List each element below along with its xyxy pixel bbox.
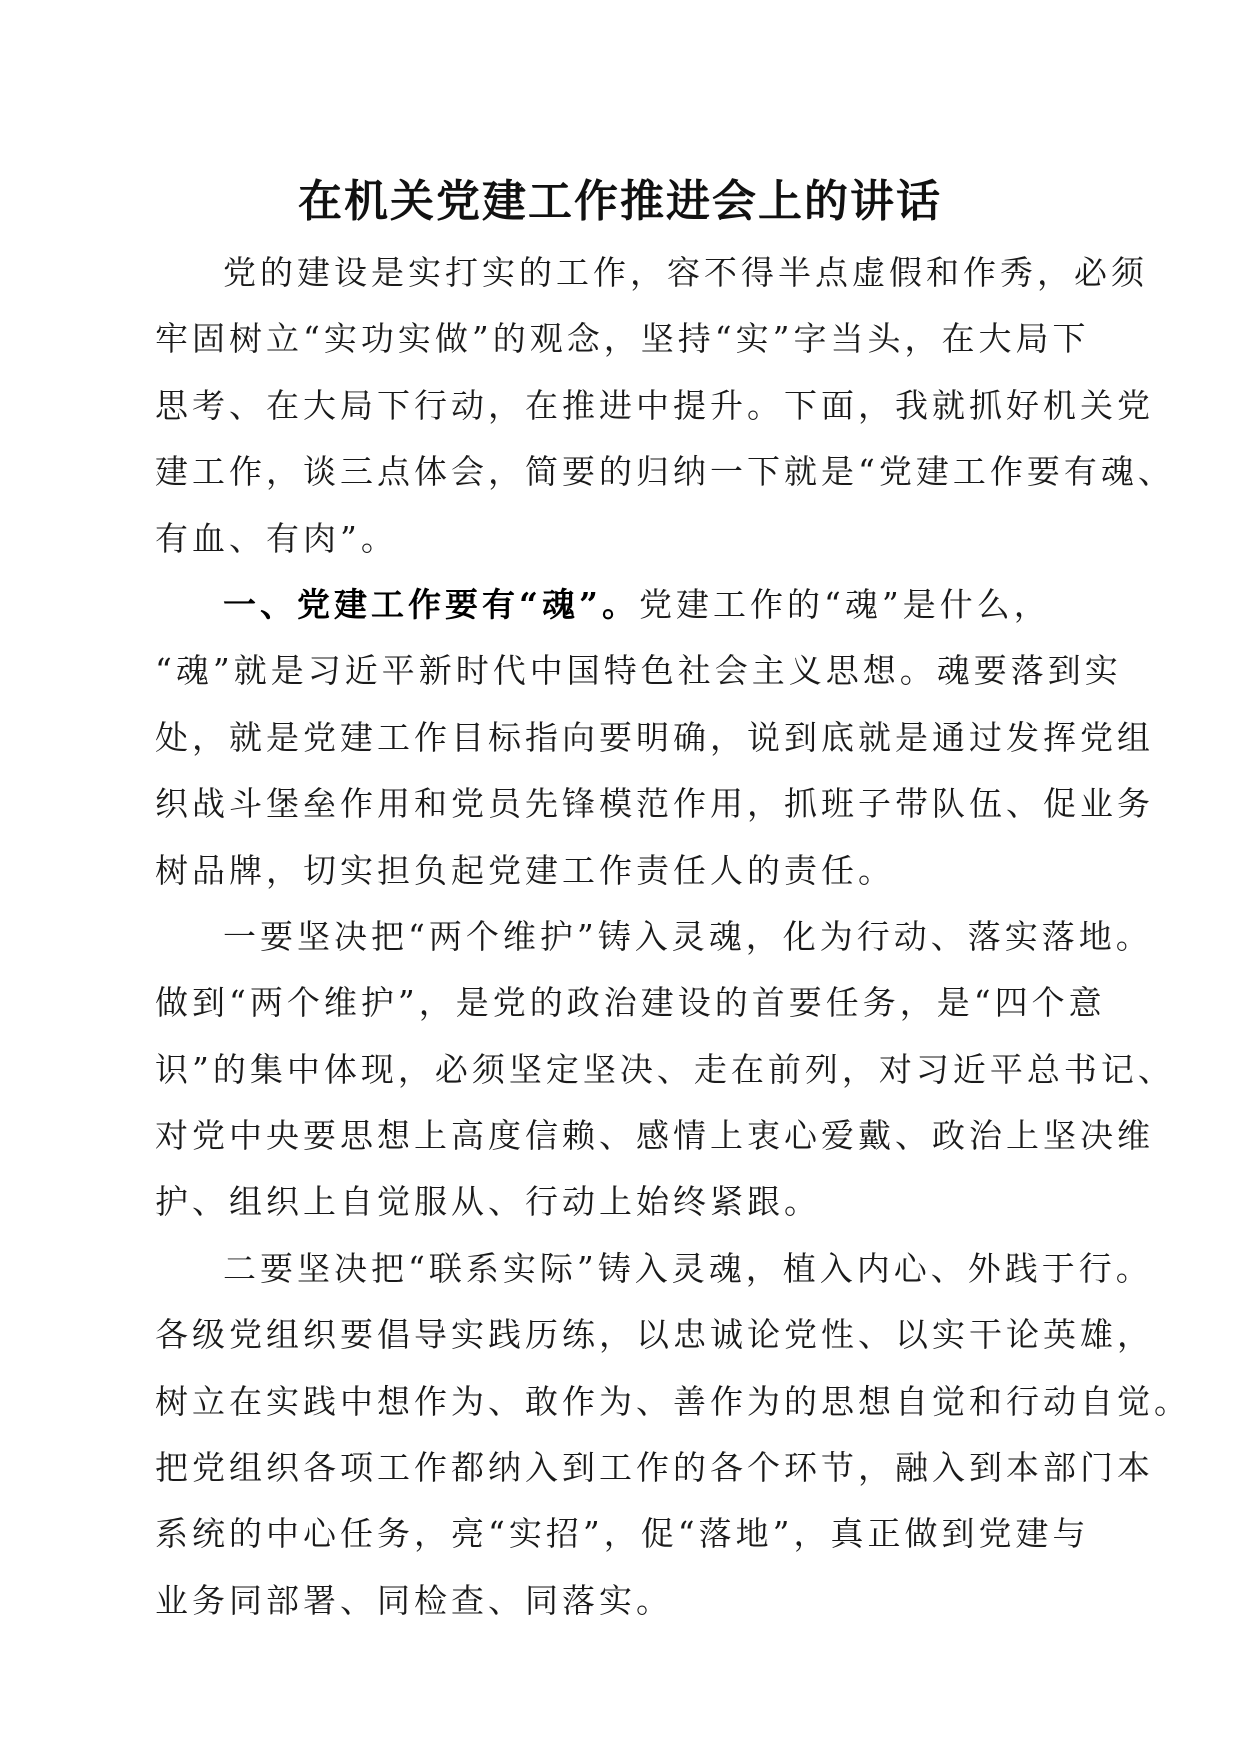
section-heading-line: [155, 572, 1085, 638]
section-heading: 一、党建工作要有“魂”。: [223, 584, 639, 624]
document-title: 在机关党建工作推进会上的讲话: [298, 176, 942, 227]
body-line: 树品牌，切实担负起党建工作责任人的责任。: [155, 850, 895, 890]
body-line: 各级党组织要倡导实践历练，以忠诚论党性、以实干论英雄，: [155, 1315, 1154, 1355]
body-line: 有血、有肉”。: [155, 518, 398, 558]
body-line: 二要坚决把“联系实际”铸入灵魂，植入内心、外践于行。: [223, 1248, 1153, 1288]
body-line: 做到“两个维护”，是党的政治建设的首要任务，是“四个意: [155, 983, 1106, 1023]
body-line: 处，就是党建工作目标指向要明确，说到底就是通过发挥党组: [155, 717, 1154, 757]
body-line: 党的建设是实打实的工作，容不得半点虚假和作秀，必须: [223, 253, 1148, 292]
body-line: 识”的集中体现，必须坚定坚决、走在前列，对习近平总书记、: [155, 1049, 1175, 1089]
body-line: 把党组织各项工作都纳入到工作的各个环节，融入到本部门本: [155, 1448, 1154, 1488]
body-line: 思考、在大局下行动，在推进中提升。下面，我就抓好机关党: [155, 385, 1154, 425]
body-line: 建工作，谈三点体会，简要的归纳一下就是“党建工作要有魂、: [155, 452, 1175, 492]
body-line: 护、组织上自觉服从、行动上始终紧跟。: [155, 1182, 821, 1222]
body-line: 业务同部署、同检查、同落实。: [155, 1580, 673, 1620]
body-line: “魂”就是习近平新时代中国特色社会主义思想。魂要落到实: [155, 651, 1122, 691]
document-body: [155, 240, 1191, 1634]
body-line: 树立在实践中想作为、敢作为、善作为的思想自觉和行动自觉。: [155, 1381, 1191, 1421]
body-line: 系统的中心任务，亮“实招”，促“落地”，真正做到党建与: [155, 1514, 1090, 1554]
body-line: 一要坚决把“两个维护”铸入灵魂，化为行动、落实落地。: [223, 916, 1153, 956]
body-line: 织战斗堡垒作用和党员先锋模范作用，抓班子带队伍、促业务: [155, 784, 1154, 824]
body-line: 党建工作的“魂”是什么，: [638, 584, 1051, 624]
body-line: 对党中央要思想上高度信赖、感情上衷心爱戴、政治上坚决维: [155, 1116, 1154, 1156]
body-line: 牢固树立“实功实做”的观念，坚持“实”字当头，在大局下: [155, 319, 1090, 359]
